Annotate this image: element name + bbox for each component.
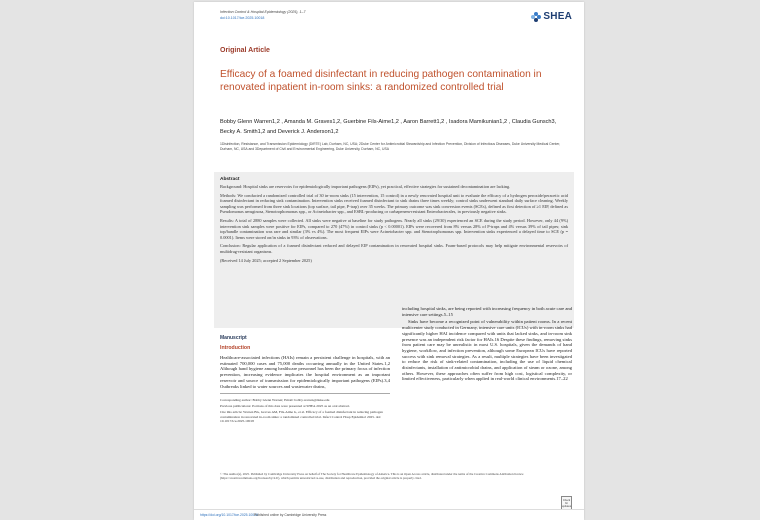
corresponding-author: Corresponding author: Bobby Glenn Warren; Email: bobby.warren@duke.edu xyxy=(220,397,330,402)
intro-paragraph: Healthcare-associated infections (HAIs) remain a persistent challenge in hospitals, with an estimated 700,000 cases and 75,000 deaths occurring annually in the United States.1,2 Although hand hygiene among healthcare personnel has been the primary focus of infection prevention, increasing evidence implicates the hospital environment as an important reservoir and source of transmission for epidemiologically important pathogens (EIPs).3,4 Outbreaks linked to water sources and wastewater drains, xyxy=(220,355,390,389)
shea-logo xyxy=(531,11,572,22)
author-list: Bobby Glenn Warren1,2 , Amanda M. Graves1,2, Guerbine Fils-Aime1,2 , Aaron Barrett1,2 , Isadora Mamikunian1,2 , Claudia Gunsch3, Becky A. Smith1,2 and Deverick J. Anderson1,2 xyxy=(220,119,557,135)
citation-note: Cite this article: Warren BG, Graves AM, Fils-Aime G, et al. Efficacy of a foamed disinfectant in reducing pathogen contamination in renovated in-room sinks: a randomized controlled trial. Infect Control Hosp Epidemiol 2025. doi: 10.1017/ice.2025.10018 xyxy=(220,410,383,424)
abstract-conclusion: Conclusion: Regular application of a foamed disinfectant reduced and delayed EIP contamination in renovated hospital sinks. Foam-based protocols may help mitigate environmental reservoirs of multidrug-resistant organisms. xyxy=(220,243,568,254)
affiliations: 1Disinfection, Resistance, and Transmission Epidemiology (DiRTE) Lab, Durham, NC, USA; 2Duke Center for Antimicrobial Stewardship and Infection Prevention, Division of Infectious Diseases, Duke University Medical Center, Durham, NC, USA and 3Department of Civil and Environmental Engineering, Duke University, Durham, NC, USA xyxy=(220,142,561,152)
manuscript-heading: Manuscript xyxy=(220,335,247,341)
right-column xyxy=(402,306,572,384)
abstract-methods: Methods: We conducted a randomized controlled trial of 30 in-room sinks (15 intervention, 15 control) in a newly renovated hospital unit to evaluate the efficacy of a hydrogen peroxide/peracetic acid foamed disinfectant in reducing sink contamination. Intervention sinks received foamed disinfectant to sink drains three times weekly; control sinks underwent standard daily surface cleaning. Weekly sampling was performed from three sink locations (top surface, tail pipe, P-trap) over 35 weeks. The primary outcome was sink conversion events (SCEs), defined as first detection of ≥1 EIP, defined as Pseudomonas aeruginosa, Stenotrophomonas spp., or Acinetobacter spp., and ESBL-producing or carbapenem-resistant Enterobacterales, in previously negative sinks. xyxy=(220,192,568,215)
footer-doi-link[interactable]: https://doi.org/10.1017/ice.2025.10018 xyxy=(200,513,258,517)
abstract-box xyxy=(214,172,574,328)
received-dates: (Received 14 July 2025; accepted 2 September 2025) xyxy=(220,257,312,263)
copyright-notice: © The Author(s), 2025. Published by Cambridge University Press on behalf of The Society for Healthcare Epidemiology of America. This is an Open Access article, distributed under the terms of the Creative Commons Attribution licence (https://creativecommons.org/licenses/by/4.0/), which permits unrestricted re-use, distribution and reproduction, provided the original article is properly cited. xyxy=(220,472,524,481)
left-column xyxy=(220,335,390,425)
doi-link[interactable]: doi:10.1017/ice.2025.10018 xyxy=(220,16,265,20)
badge-label: Check for updates xyxy=(561,498,572,508)
abstract-heading: Abstract xyxy=(220,177,240,182)
right-paragraph-1: including hospital sinks, are being reported with increasing frequency in both acute care and intensive care settings.5–15 xyxy=(402,306,572,317)
right-paragraph-2: Sinks have become a recognized point of vulnerability within patient rooms. In a recent multicenter study conducted in Germany, intensive care units (ICUs) with in-room sinks had significantly higher HAI incidence compared with units that lacked sinks, and in-room sink presence was an independent risk factor for HAIs.16 Despite these findings, removing sinks from patient care may be unrealistic in most U.S. hospitals, given the demands of hand hygiene, workflow, and infection prevention, although some European ICUs have reported success with sink removal strategies. As a result, multiple strategies have been investigated to reduce the risk of sink-related contamination, including the use of liquid chemical disinfectants, installation of antimicrobial drains, and application of steam or ozone, among others. However, these approaches often suffer from high cost, logistical complexity, or limited effectiveness, particularly when applied in real-world clinical environments.17–22 xyxy=(402,319,573,382)
paper-page xyxy=(194,2,584,520)
previous-publications: Previous publications: Portions of this data were presented at SHEA 2025 as an oral abstract. xyxy=(220,403,351,408)
article-type: Original Article xyxy=(220,47,270,54)
shea-logo-text: SHEA xyxy=(543,11,572,22)
introduction-heading: Introduction xyxy=(220,345,251,351)
article-title: Efficacy of a foamed disinfectant in reducing pathogen contamination in renovated inpatient in-room sinks: a randomized controlled trial xyxy=(220,69,542,93)
abstract-results: Results: A total of 2880 samples were collected. All sinks were negative at baseline for study pathogens. Nearly all sinks (29/30) experienced an SCE during the study period. However, only 44 (9%) intervention sink samples were positive for EIPs, compared to 270 (47%) in control sinks (p < 0.00001). EIPs were recovered from 8% versus 28% of P-traps and 4% versus 39% of tail pipes; sink top/handle contamination was rare and similar (3% vs 4%). The most frequent EIPs were Acinetobacter spp. and Stenotrophomonas spp. Intervention sinks experienced a delayed time to SCE (p = 0.0001). Items were stored on/in sinks in 93% of observations. xyxy=(220,217,568,240)
shea-logo-icon xyxy=(531,12,541,22)
divider xyxy=(220,393,390,394)
footer-published: Published online by Cambridge University Press xyxy=(254,513,327,517)
abstract-background: Background: Hospital sinks are reservoirs for epidemiologically important pathogens (EIPs), yet practical, effective strategies for sustained decontamination are lacking. xyxy=(220,184,511,189)
journal-citation: Infection Control & Hospital Epidemiology (2025), 1–7 xyxy=(220,10,306,14)
check-for-updates-badge[interactable] xyxy=(561,496,572,510)
